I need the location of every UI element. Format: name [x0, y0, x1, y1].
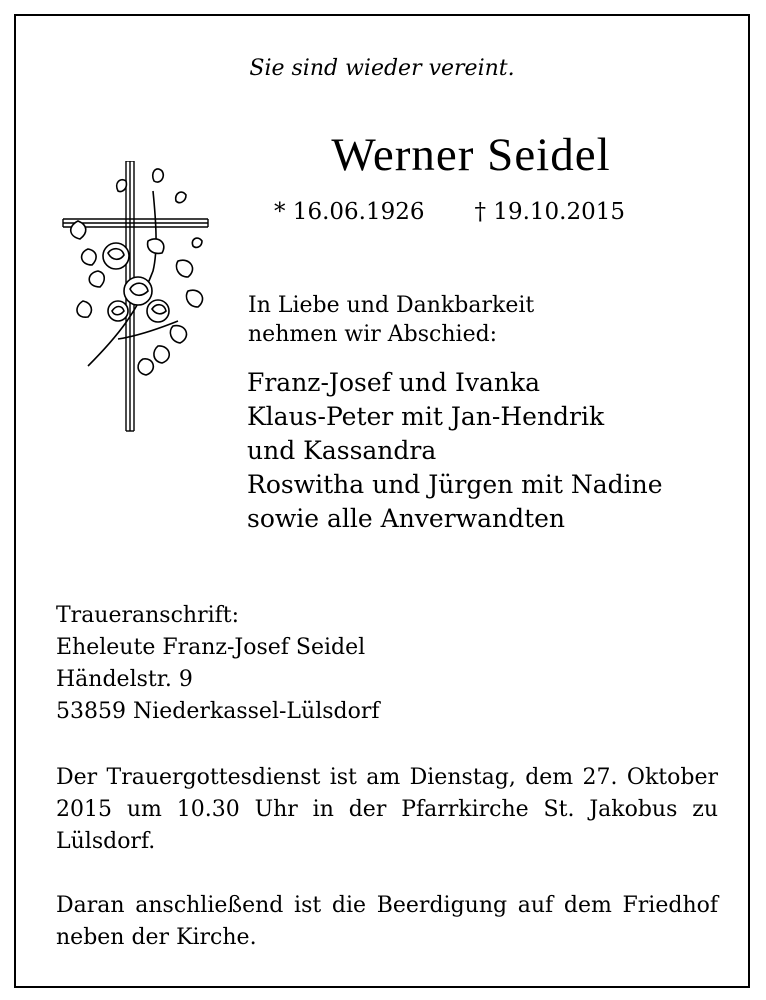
birth-date: * 16.06.1926: [274, 199, 425, 225]
address-line: Eheleute Franz-Josef Seidel: [56, 635, 366, 660]
funeral-service-info: Der Trauergottesdienst ist am Dienstag, dem 27. Oktober 2015 um 10.30 Uhr in der Pfarrkirche St. Jakobus zu Lülsdorf.: [56, 765, 718, 854]
deceased-name: Werner Seidel: [331, 129, 611, 181]
intro-line: In Liebe und Dankbarkeit: [248, 293, 535, 318]
mourner-line: Franz-Josef und Ivanka: [247, 368, 541, 397]
mourner-line: sowie alle Anverwandten: [247, 504, 566, 533]
address-line: 53859 Niederkassel-Lülsdorf: [56, 699, 380, 724]
mourner-line: Roswitha und Jürgen mit Nadine: [247, 470, 663, 499]
intro-line: nehmen wir Abschied:: [248, 322, 498, 347]
burial-info: Daran anschließend ist die Beerdigung auf dem Friedhof neben der Kirche.: [56, 893, 718, 950]
intro-text: [248, 291, 534, 349]
life-dates: [274, 199, 625, 225]
motto: Sie sind wieder vereint.: [249, 56, 515, 81]
address-line: Händelstr. 9: [56, 667, 193, 692]
mourners-list: [247, 366, 663, 536]
mourning-address: [56, 600, 380, 728]
address-heading: Traueranschrift:: [56, 603, 240, 628]
mourner-line: und Kassandra: [247, 436, 437, 465]
obituary-notice: [14, 14, 750, 988]
cross-with-roses-icon: [58, 161, 218, 436]
mourner-line: Klaus-Peter mit Jan-Hendrik: [247, 402, 605, 431]
death-date: † 19.10.2015: [474, 199, 625, 225]
